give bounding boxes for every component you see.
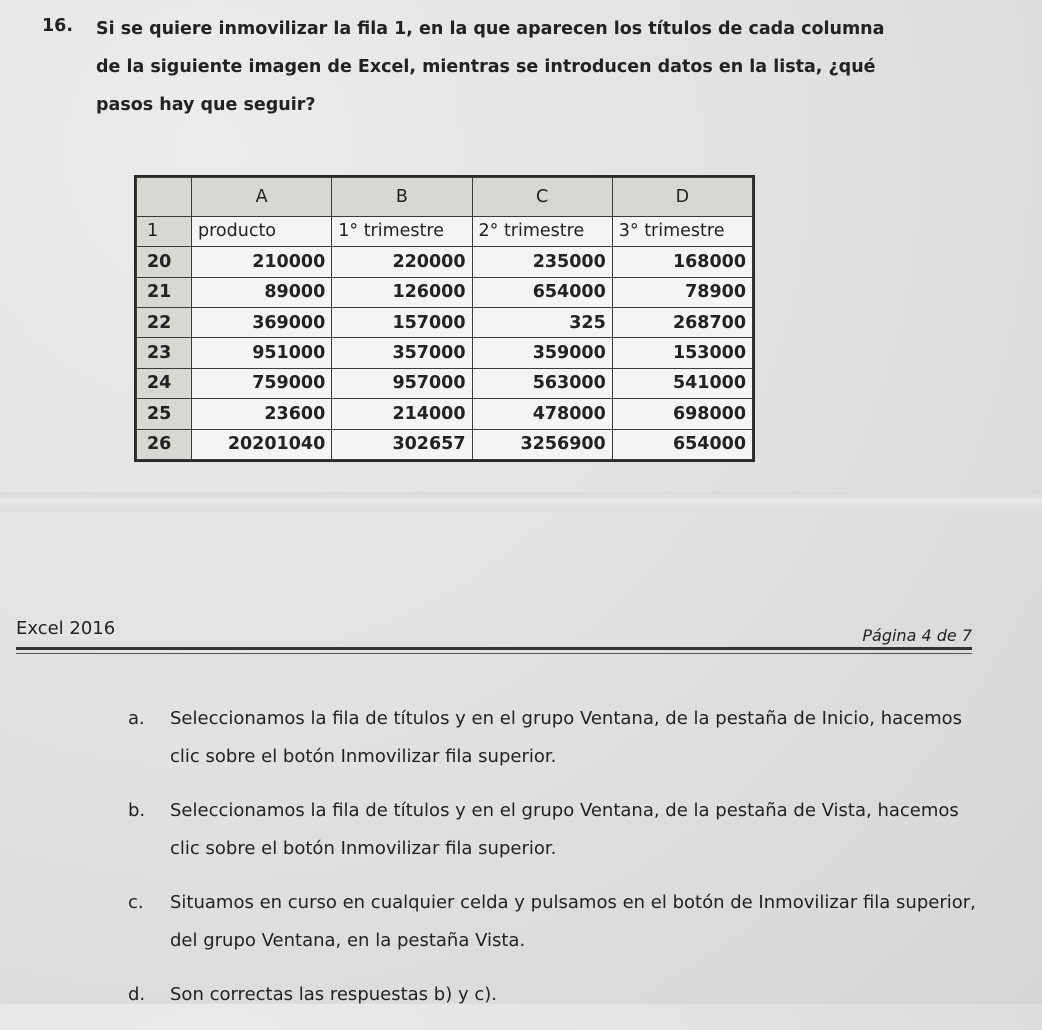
data-cell: 157000 [332,307,472,337]
answer-option-b[interactable] [128,792,988,868]
data-cell: 302657 [332,429,472,459]
title-cell: 3° trimestre [612,216,752,246]
data-cell: 325 [472,307,612,337]
page-fold [0,492,1042,512]
row-header: 1 [137,216,192,246]
data-cell: 541000 [612,368,752,398]
data-cell: 210000 [192,247,332,277]
data-cell: 20201040 [192,429,332,459]
data-cell: 357000 [332,338,472,368]
data-cell: 89000 [192,277,332,307]
option-text: Situamos en curso en cualquier celda y pulsamos en el botón de Inmovilizar fila superior, del grupo Ventana, en la pestaña Vista. [170,892,976,951]
data-cell: 3256900 [472,429,612,459]
answer-option-d[interactable] [128,976,988,1014]
option-letter: b. [128,800,146,821]
option-letter: c. [128,892,144,913]
question-text: Si se quiere inmovilizar la fila 1, en la que aparecen los títulos de cada columna de la siguiente imagen de Excel, mientras se introducen datos en la lista, ¿qué pasos hay que seguir? [96,19,885,115]
row-header: 25 [137,399,192,429]
answer-options [128,700,988,1030]
option-text: Son correctas las respuestas b) y c). [170,984,497,1005]
data-cell: 654000 [612,429,752,459]
data-cell: 563000 [472,368,612,398]
column-header: C [472,178,612,217]
table-row [137,247,753,277]
footer-rule-thin [16,653,972,654]
data-cell: 369000 [192,307,332,337]
column-header: A [192,178,332,217]
row-header: 22 [137,307,192,337]
column-header-row [137,178,753,217]
data-cell: 214000 [332,399,472,429]
title-row [137,216,753,246]
footer-page-number: Página 4 de 7 [862,626,972,645]
data-cell: 23600 [192,399,332,429]
data-cell: 126000 [332,277,472,307]
column-header: D [612,178,752,217]
data-cell: 654000 [472,277,612,307]
data-cell: 951000 [192,338,332,368]
option-letter: d. [128,984,146,1005]
option-text: Seleccionamos la fila de títulos y en el grupo Ventana, de la pestaña de Inicio, hacemos clic sobre el botón Inmovilizar fila superior. [170,708,963,767]
table-row [137,429,753,459]
row-header: 24 [137,368,192,398]
option-text: Seleccionamos la fila de títulos y en el grupo Ventana, de la pestaña de Vista, hacemos clic sobre el botón Inmovilizar fila superior. [170,800,959,859]
row-header: 20 [137,247,192,277]
footer-rule [16,647,972,650]
table-row [137,307,753,337]
data-cell: 153000 [612,338,752,368]
data-cell: 478000 [472,399,612,429]
answer-option-c[interactable] [128,884,988,960]
title-cell: 2° trimestre [472,216,612,246]
footer-course: Excel 2016 [16,618,116,639]
row-header: 26 [137,429,192,459]
data-cell: 220000 [332,247,472,277]
answer-option-a[interactable] [128,700,988,776]
data-cell: 759000 [192,368,332,398]
data-cell: 168000 [612,247,752,277]
table-row [137,277,753,307]
spreadsheet-grid [136,177,753,460]
column-header: B [332,178,472,217]
table-row [137,368,753,398]
title-cell: producto [192,216,332,246]
row-header: 21 [137,277,192,307]
corner-cell [137,178,192,217]
data-cell: 359000 [472,338,612,368]
excel-table-image [134,175,755,462]
data-cell: 235000 [472,247,612,277]
data-cell: 268700 [612,307,752,337]
title-cell: 1° trimestre [332,216,472,246]
table-row [137,338,753,368]
row-header: 23 [137,338,192,368]
table-row [137,399,753,429]
data-cell: 957000 [332,368,472,398]
data-cell: 78900 [612,277,752,307]
data-cell: 698000 [612,399,752,429]
question-number: 16. [42,16,74,36]
option-letter: a. [128,708,145,729]
question-area [0,0,1042,500]
